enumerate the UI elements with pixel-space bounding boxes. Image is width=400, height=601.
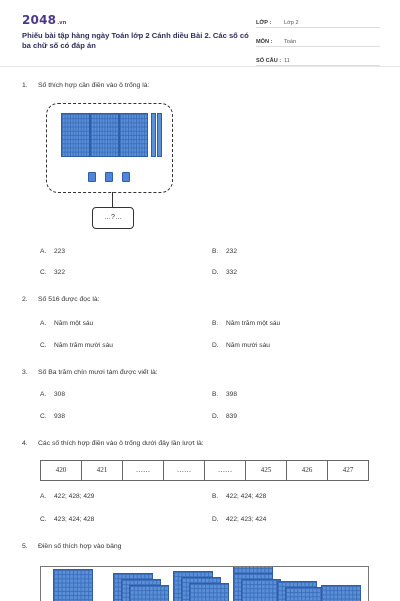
question-1: 1. Số thích hợp cần điền vào ô trống là: (22, 82, 150, 89)
q1-answer-box: …?… (92, 207, 134, 229)
question-5: 5. Điền số thích hợp vào bảng (22, 543, 122, 550)
q1-connector-line (112, 192, 113, 207)
meta-row-socau: SỐ CÂU : 11 (256, 53, 380, 66)
q4-option-b[interactable]: B. 422; 424; 428 (212, 493, 267, 500)
unit-cube (122, 172, 130, 182)
strip-cell-blank[interactable]: …… (164, 461, 205, 480)
q1-option-b[interactable]: B. 232 (212, 248, 238, 255)
q1-option-c[interactable]: C. 322 (40, 269, 66, 276)
q2-option-a[interactable]: A. Năm một sáu (40, 320, 94, 327)
meta-row-mon: MÔN : Toán (256, 34, 380, 47)
question-3: 3. Số Ba trăm chín mươi tám được viết là: (22, 369, 158, 376)
strip-cell: 426 (287, 461, 328, 480)
q4-option-c[interactable]: C. 423; 424; 428 (40, 516, 95, 523)
hundred-block (241, 579, 281, 601)
q5-table (40, 566, 369, 601)
hundred-block (61, 113, 90, 157)
q3-option-c[interactable]: C. 938 (40, 413, 66, 420)
strip-cell-blank[interactable]: …… (123, 461, 164, 480)
q1-option-a[interactable]: A. 223 (40, 248, 66, 255)
hundred-block (90, 113, 119, 157)
q3-option-b[interactable]: B. 398 (212, 391, 238, 398)
worksheet-title: Phiếu bài tập hàng ngày Toán lớp 2 Cánh diều Bài 2. Các số có ba chữ số có đáp án (22, 31, 249, 50)
hundred-block (321, 585, 361, 601)
strip-cell: 421 (82, 461, 123, 480)
hundred-block (53, 569, 93, 601)
q3-option-d[interactable]: D. 839 (212, 413, 238, 420)
q4-option-d[interactable]: D. 422; 423; 424 (212, 516, 267, 523)
hundred-block (129, 585, 169, 601)
q1-figure-frame (46, 103, 173, 193)
q4-number-strip (40, 460, 369, 481)
q1-option-d[interactable]: D. 332 (212, 269, 238, 276)
hundred-block (189, 583, 229, 601)
question-2: 2. Số 516 được đọc là: (22, 296, 100, 303)
site-logo[interactable]: 2048.vn (22, 13, 67, 27)
strip-cell: 425 (246, 461, 287, 480)
q2-option-c[interactable]: C. Năm trăm mười sáu (40, 342, 113, 349)
q4-option-a[interactable]: A. 422; 428; 429 (40, 493, 95, 500)
worksheet-meta (256, 15, 380, 72)
hundred-block (119, 113, 148, 157)
unit-cube (105, 172, 113, 182)
strip-cell-blank[interactable]: …… (205, 461, 246, 480)
strip-cell: 420 (41, 461, 82, 480)
question-4: 4. Các số thích hợp điền vào ô trống dưới đây lần lượt là: (22, 440, 204, 447)
strip-cell: 427 (342, 466, 354, 474)
worksheet-header (0, 0, 400, 67)
q2-option-b[interactable]: B. Năm trăm một sáu (212, 320, 281, 327)
ten-rod (157, 113, 162, 157)
hundred-block (285, 587, 325, 601)
meta-row-lop: LỚP : Lớp 2 (256, 15, 380, 28)
unit-cube (88, 172, 96, 182)
q2-option-d[interactable]: D. Năm mười sáu (212, 342, 270, 349)
q3-option-a[interactable]: A. 308 (40, 391, 66, 398)
ten-rod (151, 113, 156, 157)
